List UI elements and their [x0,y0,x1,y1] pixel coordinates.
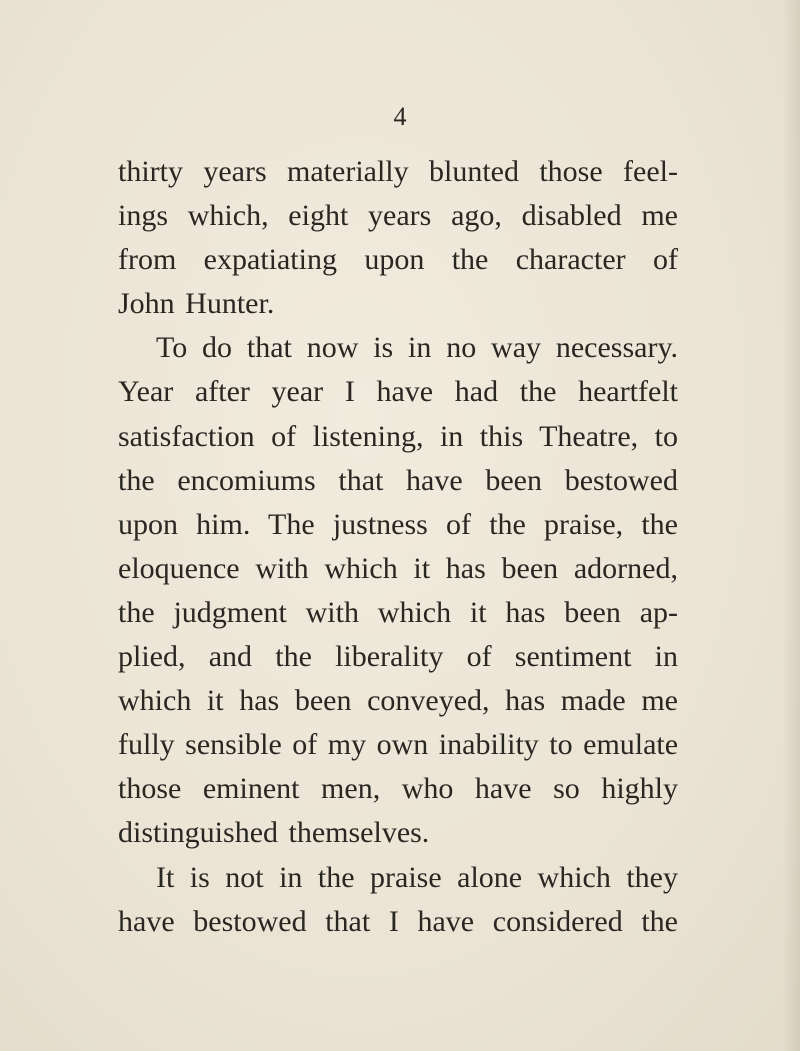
text-line: John Hunter. [118,287,275,321]
text-line: It is not in the praise alone which they [156,860,678,894]
text-line: the judgment with which it has been ap- [118,595,678,629]
text-line: which it has been conveyed, has made me [118,684,678,718]
text-line: distinguished themselves. [118,816,430,850]
page-edge-shadow [782,0,800,1051]
text-line: those eminent men, who have so highly [118,772,678,806]
body-text [118,150,678,944]
page-number: 4 [393,102,407,131]
text-line: ings which, eight years ago, disabled me [118,199,678,233]
text-line: Year after year I have had the heartfelt [118,375,678,409]
text-line: fully sensible of my own inability to emulate [118,728,679,762]
text-line: thirty years materially blunted those feel- [118,155,678,188]
text-line: the encomiums that have been bestowed [118,463,678,497]
text-line: have bestowed that I have considered the [118,904,678,938]
text-line: satisfaction of listening, in this Theatre, to [118,419,678,453]
text-line: upon him. The justness of the praise, the [118,507,678,541]
text-line: To do that now is in no way necessary. [156,331,678,365]
text-line: from expatiating upon the character of [118,243,678,277]
text-line: eloquence with which it has been adorned, [118,551,678,585]
text-line: plied, and the liberality of sentiment in [118,640,678,674]
